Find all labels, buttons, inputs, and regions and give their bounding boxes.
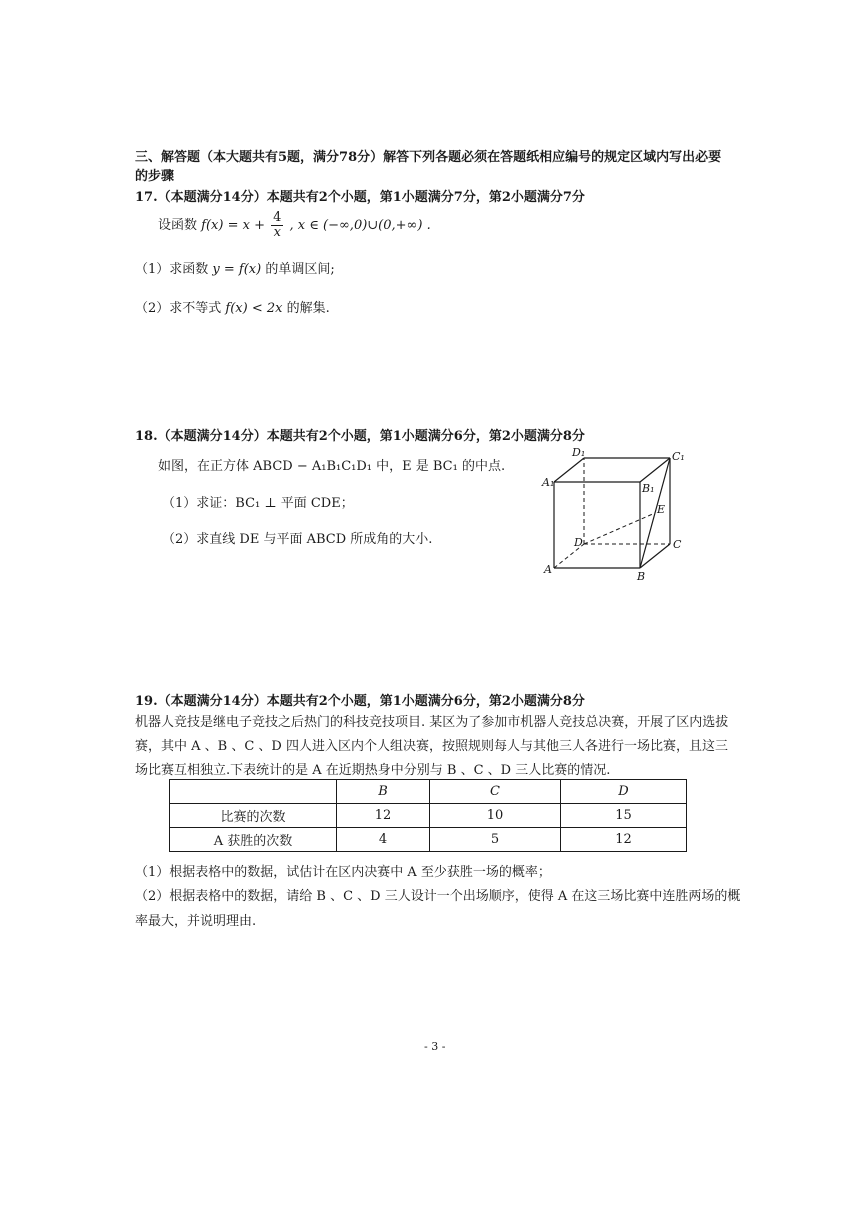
label-c1: C₁: [672, 450, 685, 463]
q19-part1: （1）根据表格中的数据，试估计在区内决赛中 A 至少获胜一场的概率；: [135, 865, 551, 880]
table-cell: 12: [337, 804, 430, 828]
label-c: C: [673, 538, 682, 551]
q19-paragraph-line1: 机器人竞技是继电子竞技之后热门的科技竞技项目. 某区为了参加市机器人竞技总决赛，开展了区内选拔: [135, 715, 729, 730]
label-d: D: [574, 536, 583, 549]
q18-header: 18.（本题满分14分）本题共有2个小题，第1小题满分6分，第2小题满分8分: [135, 429, 585, 444]
q19-part2: （2）根据表格中的数据，请给 B 、C 、D 三人设计一个出场顺序，使得 A 在这三场比赛中连胜两场的概: [135, 889, 741, 904]
q18-part1: （1）求证：BC₁ ⊥ 平面 CDE；: [162, 496, 354, 511]
table-row: [170, 804, 687, 828]
q19-paragraph-line2: 赛，其中 A 、B 、C 、D 四人进入区内个人组决赛，按照规则每人与其他三人各进行一场比赛，且这三: [135, 739, 728, 754]
table-row: [170, 828, 687, 852]
q19-header: 19.（本题满分14分）本题共有2个小题，第1小题满分6分，第2小题满分8分: [135, 694, 585, 709]
table-cell: 5: [430, 828, 561, 852]
label-d1: D₁: [572, 446, 586, 459]
match-stats-table: [169, 779, 687, 852]
fraction: $\frac{4}{x}$: [273, 210, 282, 240]
label-e: E: [657, 503, 666, 516]
q17-part1: （1）求函数 y = f(x) 的单调区间;: [135, 262, 335, 277]
section-heading: 三、解答题（本大题共有5题，满分78分）解答下列各题必须在答题纸相应编号的规定区域内写出必要: [135, 150, 722, 165]
label-b: B: [637, 570, 646, 583]
table-cell: A 获胜的次数: [170, 828, 337, 852]
table-header-cell: B: [337, 780, 430, 804]
label-a1: A₁: [542, 476, 555, 489]
label-a: A: [544, 563, 552, 576]
table-header-row: [170, 780, 687, 804]
label-b1: B₁: [642, 482, 655, 495]
q17-header: 17.（本题满分14分）本题共有2个小题，第1小题满分7分，第2小题满分7分: [135, 190, 585, 205]
cube-figure: [530, 440, 700, 585]
q17-part2: （2）求不等式 f(x) < 2x 的解集.: [135, 301, 330, 316]
table-cell: 10: [430, 804, 561, 828]
table-cell: 12: [561, 828, 687, 852]
table-header-cell: C: [430, 780, 561, 804]
page-number: - 3 -: [424, 1040, 446, 1053]
table-cell: 15: [561, 804, 687, 828]
table-header-cell: D: [561, 780, 687, 804]
section-heading-cont: 的步骤: [135, 169, 175, 184]
q19-part2-cont: 率最大，并说明理由.: [135, 914, 257, 929]
q19-paragraph-line3: 场比赛互相独立.下表统计的是 A 在近期热身中分别与 B 、C 、D 三人比赛的情况.: [135, 763, 611, 778]
q18-intro: 如图，在正方体 ABCD − A₁B₁C₁D₁ 中，E 是 BC₁ 的中点.: [158, 459, 506, 474]
table-header-cell: [170, 780, 337, 804]
q18-part2: （2）求直线 DE 与平面 ABCD 所成角的大小.: [162, 532, 433, 547]
table-cell: 比赛的次数: [170, 804, 337, 828]
table-cell: 4: [337, 828, 430, 852]
q17-intro: 设函数 f(x) = x + $\frac{4}{x}$ , x ∈ (−∞,0)∪(0,+∞) .: [158, 210, 431, 240]
